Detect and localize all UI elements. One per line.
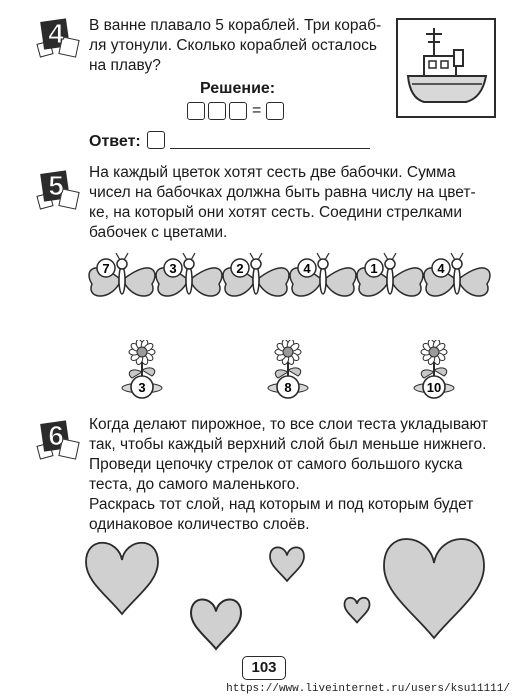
task-6-line: Проведи цепочку стрелок от самого большого куска [89, 456, 463, 473]
heart-shape[interactable] [345, 598, 370, 623]
task-6-line: теста, до самого маленького. [89, 476, 300, 493]
task-5-line: бабочек с цветами. [89, 224, 228, 241]
task-6-text [89, 415, 509, 535]
equals-sign: = [252, 102, 262, 119]
task-4-badge [38, 18, 80, 60]
task-4-text [89, 16, 389, 76]
task-6-line: Когда делают пирожное, то все слои теста укладывают [89, 416, 488, 433]
answer-line[interactable] [170, 148, 370, 149]
task-4-number: 4 [48, 18, 64, 49]
flower-number: 10 [426, 380, 442, 395]
answer-label: Ответ: [89, 133, 141, 150]
butterfly-number: 2 [236, 261, 244, 276]
butterfly[interactable] [357, 253, 423, 296]
task-5-text [89, 163, 509, 243]
solution-row [187, 102, 284, 120]
heart-shape[interactable] [86, 543, 158, 614]
heart-shape[interactable] [270, 547, 304, 581]
task-6-number: 6 [48, 420, 64, 451]
task-5-line: чисел на бабочках должна быть равна числу на цвет- [89, 184, 476, 201]
ship-illustration [396, 18, 496, 118]
heart-shape[interactable] [384, 539, 484, 638]
page-number: 103 [242, 656, 286, 680]
butterfly-number: 4 [437, 261, 445, 276]
flower-number: 8 [284, 380, 292, 395]
butterfly[interactable] [223, 253, 289, 296]
solution-box[interactable] [266, 102, 284, 120]
task-4-line: ля утонули. Сколько кораблей осталось [89, 37, 377, 54]
heart-shape[interactable] [191, 599, 241, 649]
task-4-line: В ванне плавало 5 кораблей. Три кораб- [89, 17, 382, 34]
butterfly[interactable] [290, 253, 356, 296]
flowers-svg [100, 340, 480, 402]
solution-box[interactable] [187, 102, 205, 120]
task-5-line: На каждый цветок хотят сесть две бабочки. Сумма [89, 164, 456, 181]
hearts-area [0, 520, 516, 660]
butterfly-number: 1 [370, 261, 378, 276]
task-5-line: ке, на который они хотят сесть. Соедини стрелками [89, 204, 462, 221]
butterfly[interactable] [89, 253, 155, 296]
butterfly-number: 3 [169, 261, 177, 276]
task-6-line: Раскрась тот слой, над которым и под которым будет [89, 496, 474, 513]
task-6-line: одинаковое количество слоёв. [89, 516, 310, 533]
butterflies-svg [86, 250, 506, 310]
footer-url[interactable]: https://www.liveinternet.ru/users/ksu11111/ [226, 683, 510, 695]
butterfly[interactable] [156, 253, 222, 296]
answer-box[interactable] [147, 131, 165, 149]
butterfly[interactable] [424, 253, 490, 296]
butterfly-number: 4 [303, 261, 311, 276]
task-5-number: 5 [48, 170, 64, 201]
task-6-badge [38, 420, 80, 462]
task-4-line: на плаву? [89, 57, 161, 74]
task-5-badge [38, 170, 80, 212]
solution-label: Решение: [200, 80, 276, 97]
solution-box[interactable] [229, 102, 247, 120]
butterflies-row [86, 250, 506, 310]
solution-box[interactable] [208, 102, 226, 120]
task-6-line: так, чтобы каждый верхний слой был меньше нижнего. [89, 436, 487, 453]
butterfly-number: 7 [102, 261, 110, 276]
flower-number: 3 [138, 380, 146, 395]
